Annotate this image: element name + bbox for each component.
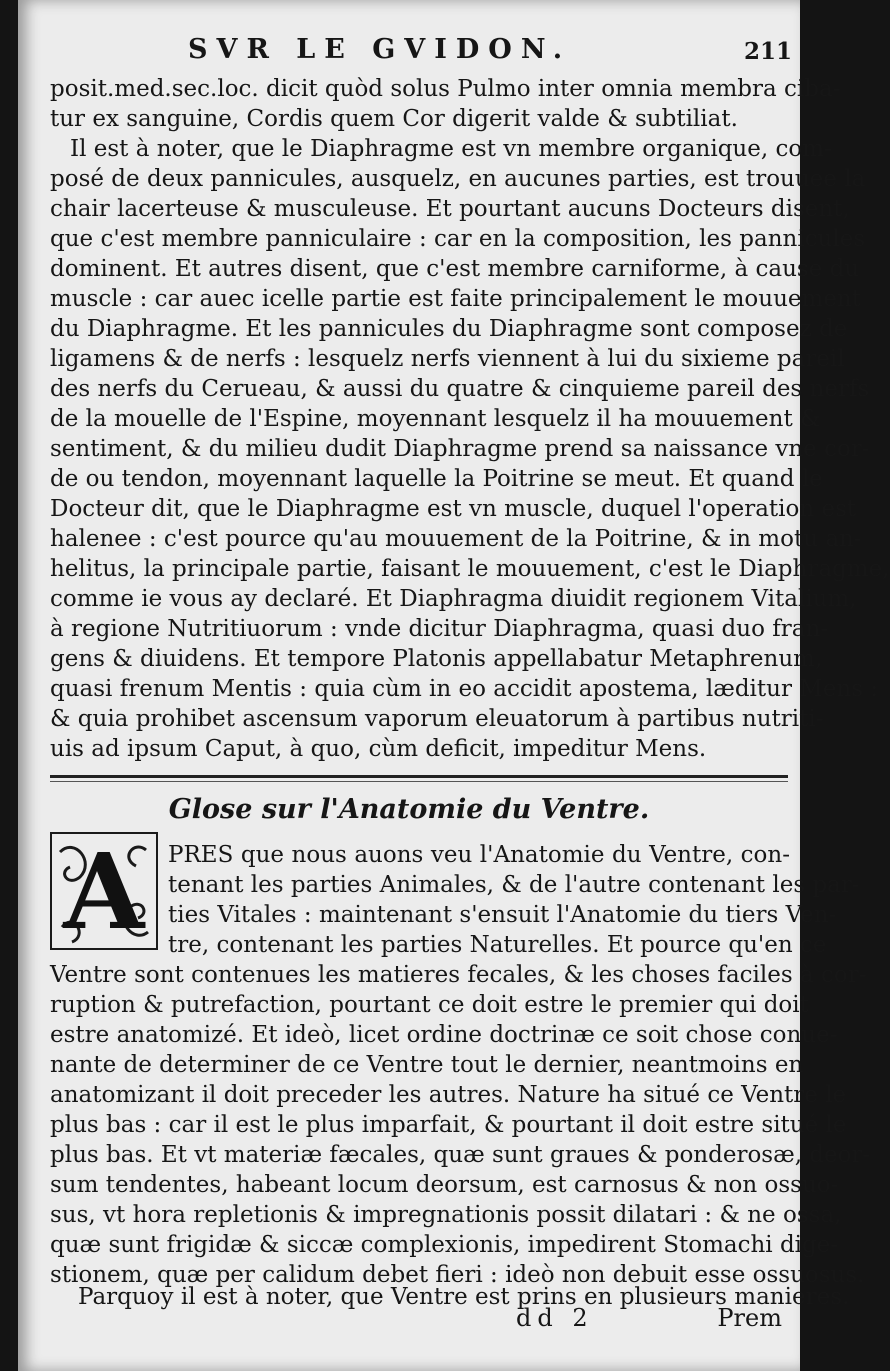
- text-line: gens & diuidens. Et tempore Platonis appellabatur Metaphrenum,: [50, 646, 823, 672]
- text-line: sentiment, & du milieu dudit Diaphragme prend sa naissance vne cor-: [50, 436, 870, 462]
- text-line: posé de deux pannicules, ausquelz, en aucunes parties, est trouuee la: [50, 166, 866, 192]
- text-line: de la mouelle de l'Espine, moyennant lesquelz il ha mouuement &: [50, 406, 821, 432]
- text-line: quasi frenum Mentis : quia cùm in eo accidit apostema, læditur Mens :: [50, 676, 879, 702]
- text-line: comme ie vous ay declaré. Et Diaphragma diuidit regionem Vitalium,: [50, 586, 857, 612]
- text-line: estre anatomizé. Et ideò, licet ordine doctrinæ ce soit chose conue-: [50, 1022, 838, 1048]
- text-line: que c'est membre panniculaire : car en la composition, les pannicules: [50, 226, 866, 252]
- text-line: posit.med.sec.loc. dicit quòd solus Pulmo inter omnia membra ciba-: [50, 76, 841, 102]
- text-line: tre, contenant les parties Naturelles. Et pource qu'en ce: [168, 932, 827, 958]
- text-line: anatomizant il doit preceder les autres. Nature ha situé ce Ventre le: [50, 1082, 847, 1108]
- page-number: 211: [743, 38, 792, 65]
- text-line: dominent. Et autres disent, que c'est membre carniforme, à cause du: [50, 256, 860, 282]
- text-line: PRES que nous auons veu l'Anatomie du Ventre, con-: [168, 842, 790, 868]
- section-rule-thin: [50, 781, 788, 782]
- running-head: [18, 34, 800, 74]
- text-line: nante de determiner de ce Ventre tout le dernier, neantmoins en: [50, 1052, 804, 1078]
- text-line: ligamens & de nerfs : lesquelz nerfs viennent à lui du sixieme pareil: [50, 346, 845, 372]
- text-line: plus bas : car il est le plus imparfait, & pourtant il doit estre situé le: [50, 1112, 847, 1138]
- text-line: muscle : car auec icelle partie est faite principalement le mouuement: [50, 286, 861, 312]
- text-line: Il est à noter, que le Diaphragme est vn membre organique, com-: [70, 136, 832, 162]
- text-line: uis ad ipsum Caput, à quo, cùm deficit, impeditur Mens.: [50, 736, 707, 762]
- text-line: stionem, quæ per calidum debet fieri : ideò non debuit esse ossuosus.: [50, 1262, 865, 1288]
- text-line: Parquoy il est à noter, que Ventre est prins en plusieurs manieres.: [78, 1284, 850, 1310]
- book-page: [18, 0, 890, 1371]
- text-line: tur ex sanguine, Cordis quem Cor digerit valde & subtiliat.: [50, 106, 738, 132]
- section-heading: Glose sur l'Anatomie du Ventre.: [168, 794, 650, 825]
- text-line: de ou tendon, moyennant laquelle la Poitrine se meut. Et quand le: [50, 466, 823, 492]
- text-line: à regione Nutritiuorum : vnde dicitur Diaphragma, quasi duo fran-: [50, 616, 829, 642]
- text-line: ties Vitales : maintenant s'ensuit l'Anatomie du tiers Ven-: [168, 902, 837, 928]
- catchword: Prem: [717, 1304, 782, 1332]
- text-line: & quia prohibet ascensum vaporum eleuatorum à partibus nutriti-: [50, 706, 824, 732]
- text-line: sus, vt hora repletionis & impregnationis possit dilatari : & ne ossa,: [50, 1202, 842, 1228]
- running-title: SVR LE GVIDON.: [188, 34, 572, 65]
- text-line: Ventre sont contenues les matieres fecales, & les choses faciles à cor-: [50, 962, 867, 988]
- text-line: chair lacerteuse & musculeuse. Et pourtant aucuns Docteurs disent,: [50, 196, 850, 222]
- signature-mark: dd 2: [516, 1304, 594, 1332]
- ornamental-initial: [50, 830, 158, 953]
- text-line: halenee : c'est pource qu'au mouuement de la Poitrine, & in motu an-: [50, 526, 862, 552]
- text-line: tenant les parties Animales, & de l'autre contenant les par-: [168, 872, 860, 898]
- text-line: sum tendentes, habeant locum deorsum, est carnosus & non ossuo-: [50, 1172, 839, 1198]
- section-rule: [50, 775, 788, 778]
- text-line: quæ sunt frigidæ & siccæ complexionis, impedirent Stomachi dige-: [50, 1232, 839, 1258]
- text-line: helitus, la principale partie, faisant le mouuement, c'est le Diaphragme,: [50, 556, 890, 582]
- dropcap-letter: A: [63, 830, 145, 953]
- text-line: Docteur dit, que le Diaphragme est vn muscle, duquel l'operation est: [50, 496, 857, 522]
- text-line: des nerfs du Cerueau, & aussi du quatre & cinquieme pareil des nerfs: [50, 376, 870, 402]
- text-line: plus bas. Et vt materiæ fæcales, quæ sunt graues & ponderosæ, deor-: [50, 1142, 871, 1168]
- text-line: du Diaphragme. Et les pannicules du Diaphragme sont composez de: [50, 316, 848, 342]
- text-line: ruption & putrefaction, pourtant ce doit estre le premier qui doit: [50, 992, 809, 1018]
